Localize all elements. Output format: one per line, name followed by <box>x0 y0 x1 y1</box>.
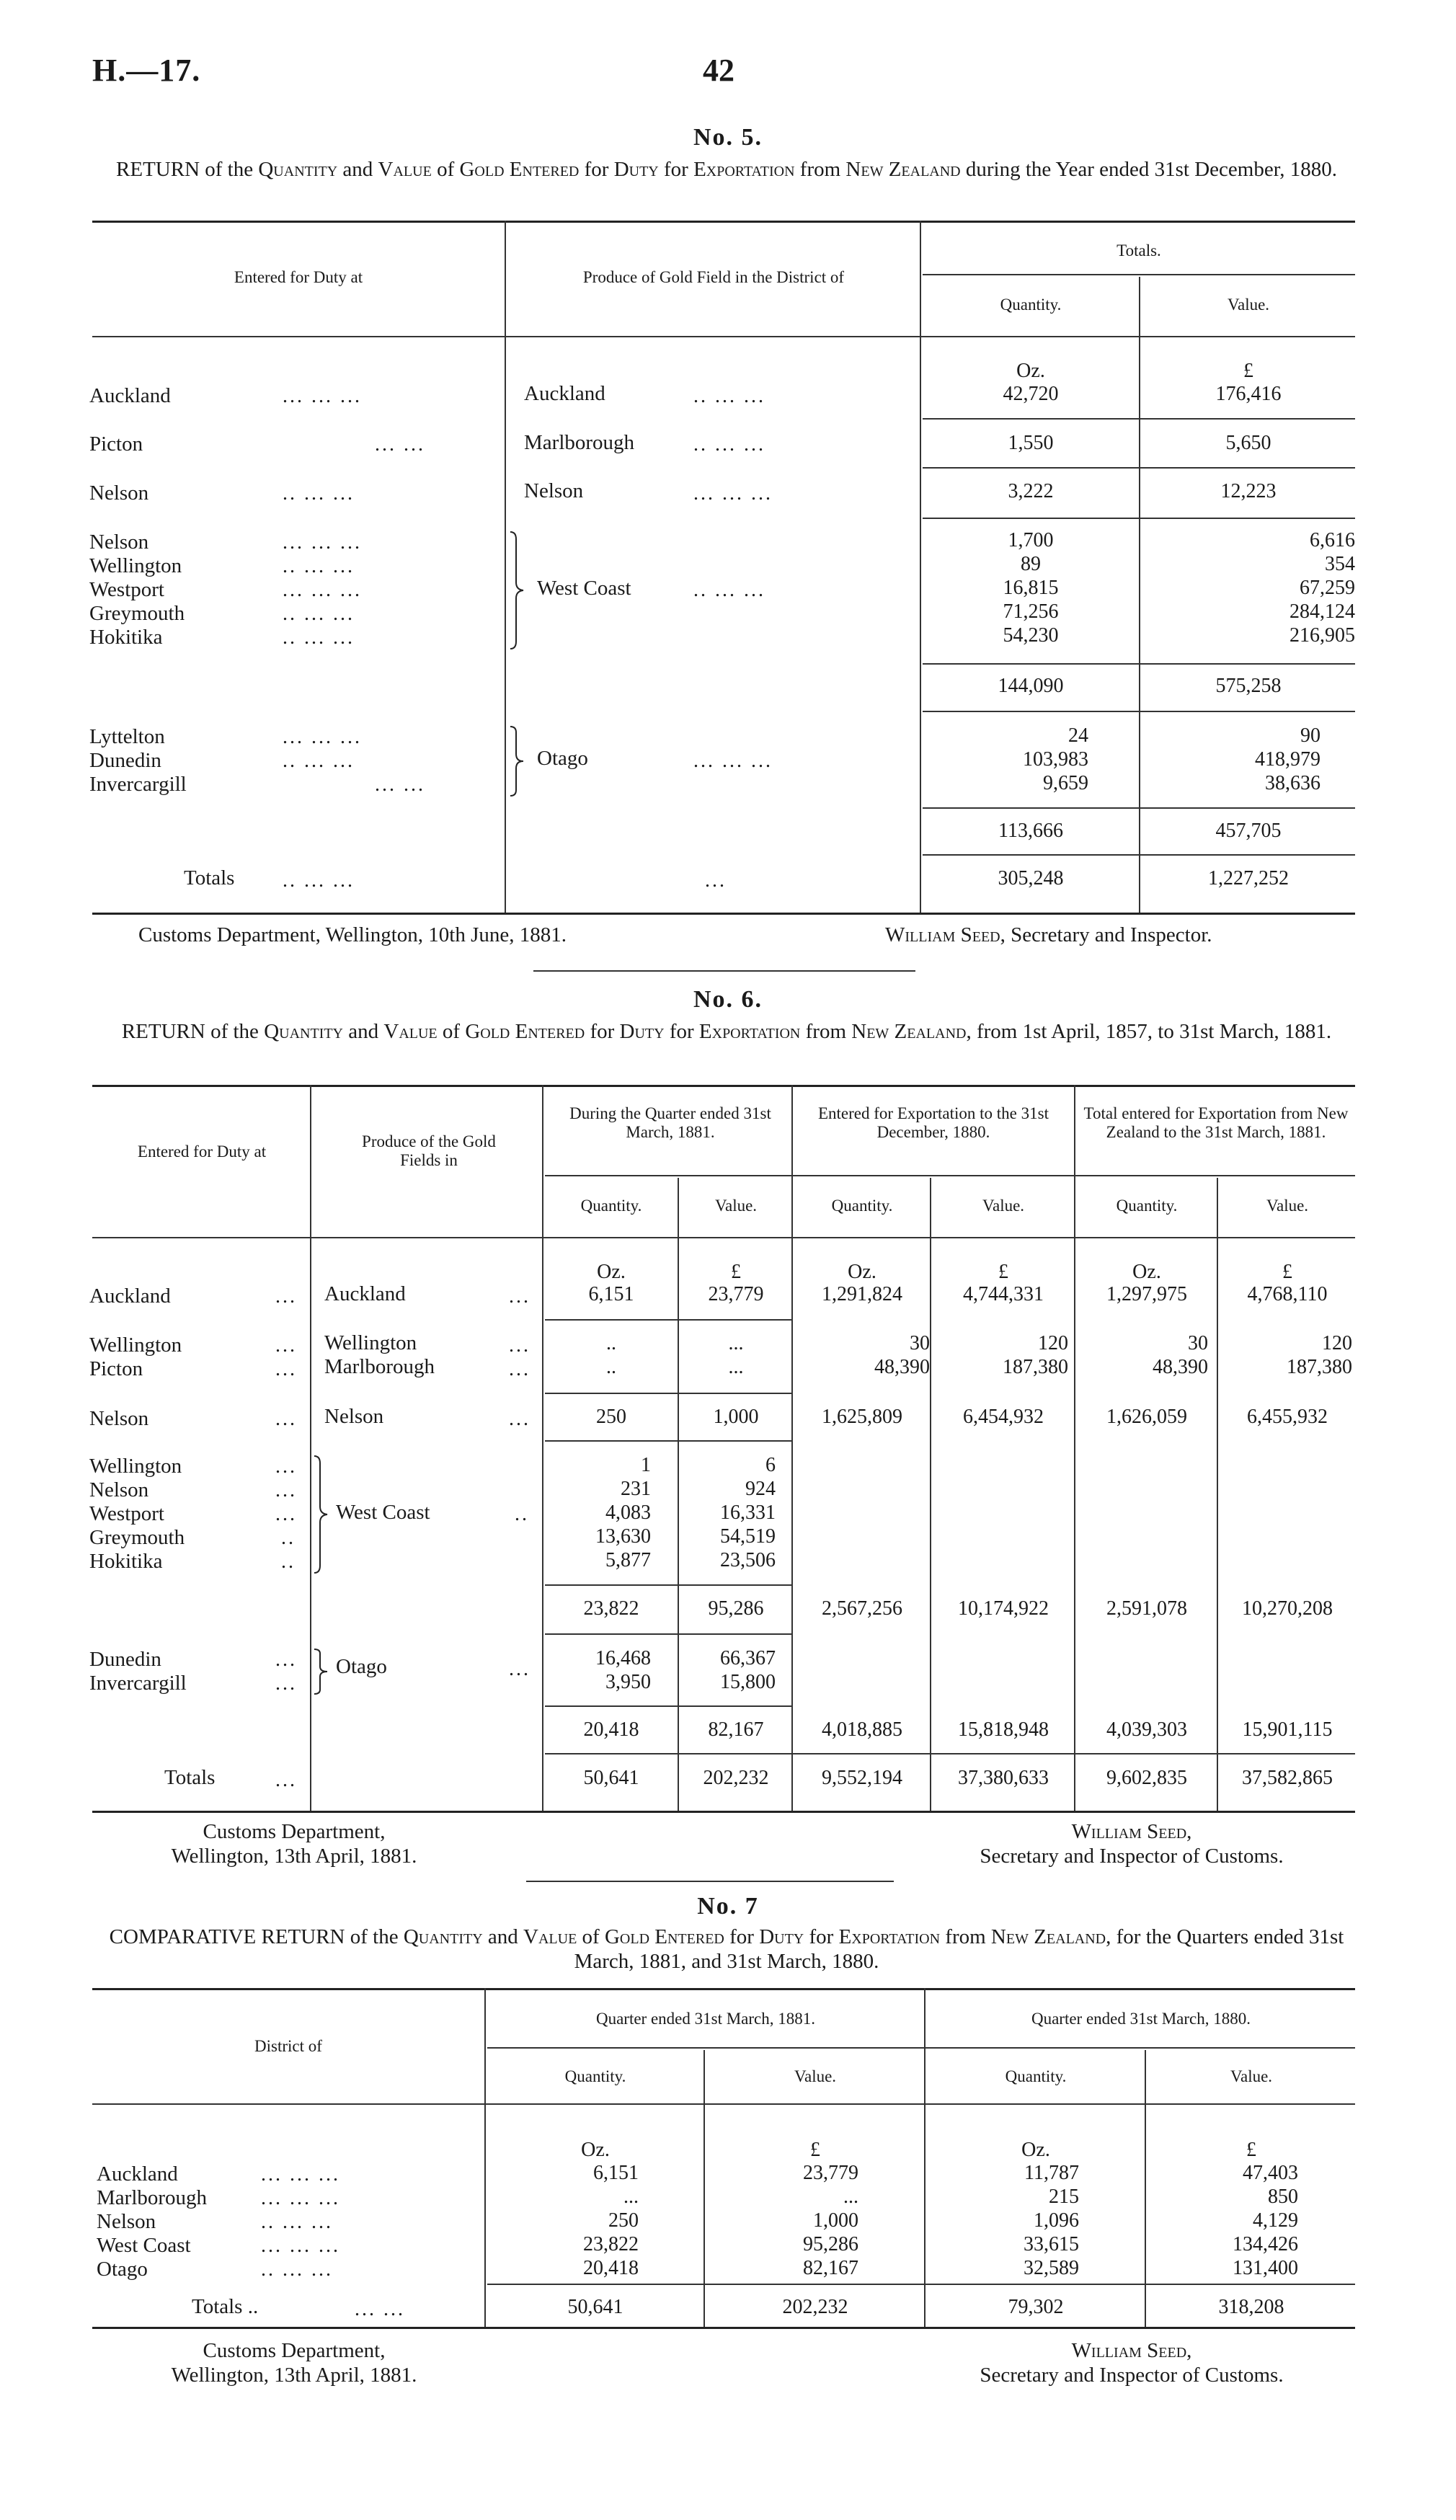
t5-produce: Marlborough <box>524 431 635 454</box>
t5-produce: Auckland <box>524 382 605 405</box>
t6-nelson-total-val: 6,455,932 <box>1247 1406 1328 1428</box>
t5-nelson-qty: 3,222 <box>1008 480 1054 502</box>
t5-col-quantity: Quantity. <box>1000 296 1062 314</box>
t5-west-coast-val: 6,616 354 67,259 284,124 216,905 <box>1289 529 1355 647</box>
t6-col-quarter: During the Quarter ended 31st March, 1881. <box>569 1104 771 1141</box>
t6-totals: 9,552,194 <box>822 1767 902 1789</box>
t7-col-q1880: Quarter ended 31st March, 1880. <box>1031 2010 1251 2028</box>
t5-otago-val: 90 418,979 38,636 <box>1255 724 1320 794</box>
t7-totals: 318,208 <box>1218 2296 1284 2318</box>
t6-west-coast-quarter-val: 6 924 16,331 54,519 23,506 <box>720 1454 776 1571</box>
t6-row-entered: Dunedin <box>89 1648 161 1671</box>
t6-totals: 37,582,865 <box>1242 1767 1333 1789</box>
t6-auckland-entered-val: 4,744,331 <box>963 1283 1044 1305</box>
t5-row-entered: Picton <box>89 432 143 456</box>
t6-otago-entered-qty: 4,018,885 <box>822 1718 902 1741</box>
t5-west-coast-subtotal-val: 575,258 <box>1215 675 1282 697</box>
t6-west-coast-quarter-qty: 1 231 4,083 13,630 5,877 <box>595 1454 651 1571</box>
t6-wellington-quarter-qty: .. .. <box>606 1332 616 1378</box>
t6-otago-brace <box>313 1648 334 1695</box>
t5-row-entered: Greymouth <box>89 602 185 625</box>
document-page: H.—17. 42 No. 5. RETURN of the Quantity and Value of Gold Entered for Duty for Exportation from New Zealand during the Year ended 31st December, 1880. Entered for Duty at Produce of Gold Field in the District of Totals. Quantity. Value. Auckland Picton Nelson Nelson Wellington Westport Greymouth Hokitika Lyttelton Dunedin Invercargill ... ... ... ... ... .. ... ... ... ... ... .. ... ... ... ... ... .. ... ... .. ... ... ... ... ... .. ... ... ... ... Auckland Marlborough Nelson West Coast Otago .. ... ... .. ... ... ... ... ... .. ... ... ... ... ... Oz. £ 42,720 176,416 1,550 5,650 3,222 12,223 1,700 89 16,815 71,256 54,230 6,616 354 67,259 284,124 216,905 144,090 575,258 24 103,983 9,659 90 418,979 38,636 113,666 457,705 Totals .. ... ... ... 305,248 1,227,252 Customs Department, Wellington, 10th June, 1881. William Seed, Secretary and Inspector. No. 6. RETURN of the Quantity and Value of Gold Entered for Duty for Exportation from New Zealand, from 1st April, 1857, to 31st March, 1881. Entered for Duty at Produce of the Gold Fields in During the Quarter ended 31st March, 1881. Entered for Exportation to the 31st December, 1880. Total entered for Exportation from New Zealand to the 31st March, 1881. Quantity. Value. Quantity. Value. Quantity. Value. Auckland Wellington Picton Nelson Wellington Nelson Westport Greymouth Hokitika Dunedin Invercargill ... ... ... ... ... ... ... .. .. ... ... Auckland Wellington Marlborough Nelson West Coast Otago ... ... ... ... .. ... Oz. £ Oz. £ Oz. £ 6,151 23,779 1,291,824 4,744,331 1,297,975 4,768,110 .. .. ... ... 30 48,390 120 187,380 30 48,390 120 187,380 250 1,000 1,625,809 6,454,932 1,626,059 6,455,932 1 231 4,083 13,630 5,877 6 924 16,331 54,519 23,506 23,822 95,286 2,567,256 10,174,922 2,591,078 10,270,208 16,468 3,950 66,367 15,800 20,418 82,167 4,018,885 15,818,948 4,039,303 15,901,115 Totals ... 50,641 202,232 9,552,194 37,380,633 9,602,835 37,582,865 Customs Department, Wellington, 13th April, 1881. William Seed, Secretary and Inspector of Customs. No. 7 COMPARATIVE RETURN of the Quantity and Value of Gold Entered for Duty for Exportation from New Zealand, for the Quarters ended 31st March, 1881, and 31st March, 1880. District of Quarter ended 31st March, 1881. Quarter ended 31st March, 1880. Quantity. Value. Quantity. Value. Auckland Marlborough Nelson West Coast Otago ... ... ... ... ... ... .. ... ... ... ... ... .. ... ... Oz. £ Oz. £ 6,151 ... 250 23,822 20,418 23,779 ... 1,000 95,286 82,167 11,787 215 1,096 33,615 32,589 47,403 850 4,129 134,426 131,400 Totals .. ... ... 50,641 202,232 79,302 318,208 Customs Department, Wellington, 13th April, 1881. William Seed, Secretary and Inspector of Customs. <box>0 0 1456 2520</box>
t6-produce: Marlborough <box>324 1355 435 1378</box>
t6-produce: Otago <box>336 1655 387 1678</box>
t6-col-entered: Entered for Duty at <box>137 1143 267 1161</box>
t7-district: Auckland <box>97 2162 178 2186</box>
t7-q1880-qty: 11,787 215 1,096 33,615 32,589 <box>1024 2162 1079 2279</box>
t6-otago-subtotal-quarter-val: 82,167 <box>708 1718 764 1741</box>
t6-row-entered: Auckland <box>89 1285 171 1308</box>
t5-totals-val: 1,227,252 <box>1208 867 1289 889</box>
page-reference: H.—17. <box>92 53 201 88</box>
t5-row-entered: Nelson <box>89 531 149 554</box>
t6-otago-quarter-val: 66,367 15,800 <box>720 1647 776 1693</box>
page-number: 42 <box>703 53 734 88</box>
t5-nelson-val: 12,223 <box>1220 480 1277 502</box>
t5-marlborough-val: 5,650 <box>1225 432 1271 454</box>
t6-nelson-total-qty: 1,626,059 <box>1106 1406 1187 1428</box>
t6-wellington-entered-qty: 30 48,390 <box>874 1332 930 1378</box>
table5-title: RETURN of the Quantity and Value of Gold Entered for Duty for Exportation from New Zealand during the Year ended 31st December, 1880. <box>116 158 1337 181</box>
t6-west-coast-entered-val: 10,174,922 <box>958 1597 1049 1620</box>
t5-produce: West Coast <box>537 577 631 600</box>
table6-title: RETURN of the Quantity and Value of Gold Entered for Duty for Exportation from New Zealand, from 1st April, 1857, to 31st March, 1881. <box>121 1020 1332 1043</box>
t5-totals-qty: 305,248 <box>998 867 1064 889</box>
t6-produce: West Coast <box>336 1501 430 1524</box>
t6-wellington-entered-val: 120 187,380 <box>1003 1332 1068 1378</box>
t5-otago-qty: 24 103,983 9,659 <box>1023 724 1088 794</box>
table7-heading: No. 7 <box>697 1893 759 1920</box>
t7-col-district: District of <box>254 2037 322 2055</box>
t6-wellington-total-qty: 30 48,390 <box>1153 1332 1208 1378</box>
t7-footer-left: Customs Department, Wellington, 13th April, 1881. <box>171 2339 417 2387</box>
t6-row-entered: Greymouth <box>89 1526 185 1549</box>
table6-heading: No. 6. <box>693 986 763 1013</box>
t7-district: West Coast <box>97 2234 191 2257</box>
t5-otago-subtotal-qty: 113,666 <box>998 820 1063 842</box>
t6-otago-quarter-qty: 16,468 3,950 <box>595 1647 651 1693</box>
t6-west-coast-subtotal-quarter-qty: 23,822 <box>583 1597 639 1620</box>
t7-q1881-val: 23,779 ... 1,000 95,286 82,167 <box>803 2162 858 2279</box>
t6-row-entered: Invercargill <box>89 1672 187 1695</box>
t6-row-entered: Picton <box>89 1357 143 1380</box>
t6-west-coast-subtotal-quarter-val: 95,286 <box>708 1597 764 1620</box>
t5-auckland-val: 176,416 <box>1215 383 1282 405</box>
t6-footer-left: Customs Department, Wellington, 13th April, 1881. <box>171 1820 417 1868</box>
t5-row-entered: Hokitika <box>89 626 163 649</box>
t5-footer-right: William Seed, Secretary and Inspector. <box>885 923 1212 946</box>
t5-col-entered: Entered for Duty at <box>234 268 363 286</box>
t6-col-total-export: Total entered for Exportation from New Zealand to the 31st March, 1881. <box>1083 1104 1349 1141</box>
t6-otago-total-qty: 4,039,303 <box>1106 1718 1187 1741</box>
t6-row-entered: Westport <box>89 1502 164 1525</box>
t6-nelson-entered-val: 6,454,932 <box>963 1406 1044 1428</box>
t6-otago-subtotal-quarter-qty: 20,418 <box>583 1718 639 1741</box>
t7-district: Marlborough <box>97 2186 208 2209</box>
t6-produce: Auckland <box>324 1282 406 1305</box>
t5-row-entered: Invercargill <box>89 773 187 796</box>
t6-nelson-quarter-qty: 250 <box>596 1406 626 1428</box>
t6-west-coast-total-val: 10,270,208 <box>1242 1597 1333 1620</box>
t6-footer-right: William Seed, Secretary and Inspector of Customs. <box>980 1820 1284 1868</box>
t6-wellington-total-val: 120 187,380 <box>1287 1332 1352 1378</box>
t5-west-coast-subtotal-qty: 144,090 <box>998 675 1064 697</box>
t7-totals: 202,232 <box>782 2296 848 2318</box>
t7-totals: 79,302 <box>1008 2296 1064 2318</box>
t7-district: Nelson <box>97 2210 156 2233</box>
table7-title: COMPARATIVE RETURN of the Quantity and Value of Gold Entered for Duty for Exportation from New Zealand, for the Quarters ended 31st March, 1881, and 31st March, 1880. <box>109 1925 1344 1973</box>
t5-row-entered: Wellington <box>89 554 182 577</box>
t6-otago-total-val: 15,901,115 <box>1242 1718 1333 1741</box>
t5-col-value: Value. <box>1227 296 1270 314</box>
t6-row-entered: Wellington <box>89 1455 182 1478</box>
t6-west-coast-entered-qty: 2,567,256 <box>822 1597 902 1620</box>
t7-q1880-val: 47,403 850 4,129 134,426 131,400 <box>1233 2162 1298 2279</box>
t5-row-entered: Auckland <box>89 384 171 407</box>
t7-totals: 50,641 <box>567 2296 623 2318</box>
t6-produce: Wellington <box>324 1331 417 1354</box>
t6-row-entered: Nelson <box>89 1478 149 1501</box>
t5-produce: Nelson <box>524 479 584 502</box>
t6-nelson-quarter-val: 1,000 <box>713 1406 759 1428</box>
t5-totals-label: Totals <box>184 866 235 889</box>
t5-row-entered: Dunedin <box>89 749 161 772</box>
t6-auckland-total-val: 4,768,110 <box>1247 1283 1328 1305</box>
t5-row-entered: Nelson <box>89 482 149 505</box>
t5-footer-left: Customs Department, Wellington, 10th June, 1881. <box>138 923 567 946</box>
t5-auckland-qty: 42,720 <box>1003 383 1059 405</box>
t6-col-produce: Produce of the Gold Fields in <box>362 1132 496 1169</box>
t7-q1881-qty: 6,151 ... 250 23,822 20,418 <box>583 2162 639 2279</box>
t5-west-coast-qty: 1,700 89 16,815 71,256 54,230 <box>1003 529 1059 647</box>
t6-wellington-quarter-val: ... ... <box>728 1332 744 1378</box>
t6-row-entered: Wellington <box>89 1334 182 1357</box>
t5-otago-brace <box>509 725 531 797</box>
t6-row-entered: Hokitika <box>89 1550 163 1573</box>
table5-heading: No. 5. <box>693 124 763 151</box>
t6-produce: Nelson <box>324 1405 384 1428</box>
t7-footer-right: William Seed, Secretary and Inspector of Customs. <box>980 2339 1284 2387</box>
t6-auckland-quarter-val: 23,779 <box>708 1283 764 1305</box>
t5-marlborough-qty: 1,550 <box>1008 432 1054 454</box>
t6-auckland-quarter-qty: 6,151 <box>588 1283 634 1305</box>
t6-totals: 202,232 <box>703 1767 769 1789</box>
t5-col-produce: Produce of Gold Field in the District of <box>582 268 845 286</box>
t6-auckland-entered-qty: 1,291,824 <box>822 1283 902 1305</box>
t7-totals-label: Totals .. <box>192 2295 259 2318</box>
t7-col-q1881: Quarter ended 31st March, 1881. <box>595 2010 816 2028</box>
t6-totals: 50,641 <box>583 1767 639 1789</box>
t5-col-totals: Totals. <box>1117 241 1161 259</box>
t6-nelson-entered-qty: 1,625,809 <box>822 1406 902 1428</box>
t6-totals-label: Totals <box>164 1766 216 1789</box>
t6-west-coast-brace <box>313 1455 334 1574</box>
t6-auckland-total-qty: 1,297,975 <box>1106 1283 1187 1305</box>
t6-row-entered: Nelson <box>89 1407 149 1430</box>
t5-produce: Otago <box>537 747 588 770</box>
t6-totals: 9,602,835 <box>1106 1767 1187 1789</box>
t5-west-coast-brace <box>509 531 531 650</box>
t5-row-entered: Westport <box>89 578 164 601</box>
t5-otago-subtotal-val: 457,705 <box>1215 820 1282 842</box>
t5-row-entered: Lyttelton <box>89 725 165 748</box>
t6-otago-entered-val: 15,818,948 <box>958 1718 1049 1741</box>
t6-west-coast-total-qty: 2,591,078 <box>1106 1597 1187 1620</box>
t6-col-entered-export: Entered for Exportation to the 31st December, 1880. <box>817 1104 1049 1141</box>
t6-totals: 37,380,633 <box>958 1767 1049 1789</box>
t7-district: Otago <box>97 2258 148 2281</box>
